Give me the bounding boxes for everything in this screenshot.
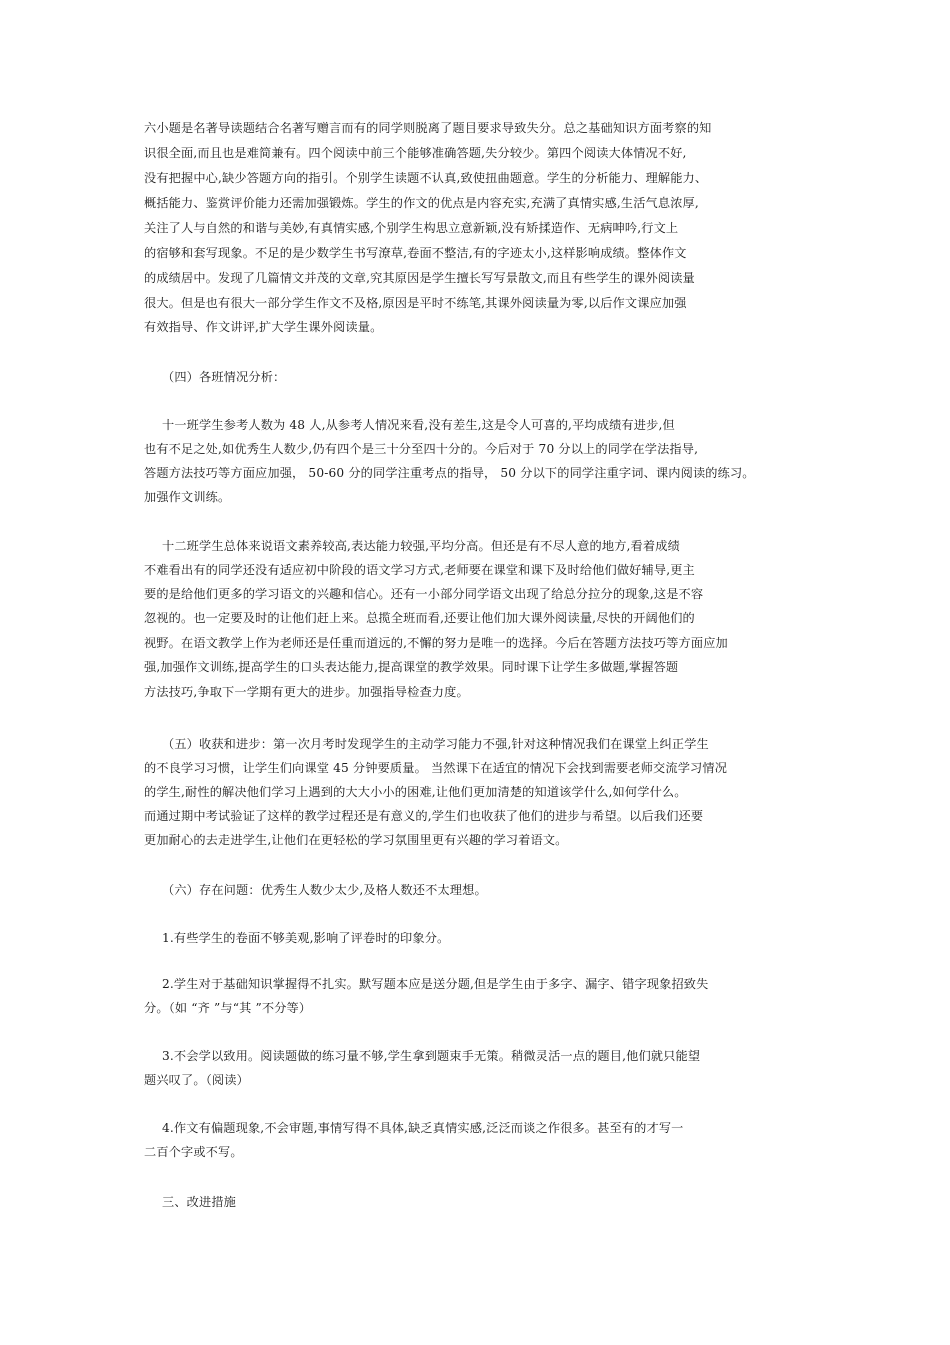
list-item: 2.学生对于基础知识掌握得不扎实。默写题本应是送分题,但是学生由于多字、漏字、错字现象招致失 [162, 977, 709, 991]
list-item-continued: 题兴叹了。（阅读） [144, 1073, 249, 1087]
list-item-continued: 二百个字或不写。 [144, 1145, 243, 1159]
text-line: 答题方法技巧等方面应加强， 50-60 分的同学注重考点的指导， 50 分以下的同学注重字词、课内阅读的练习。 [144, 466, 755, 480]
text-line: 的不良学习习惯，让学生们向课堂 45 分钟要质量。 当然课下在适宜的情况下会找到需要老师交流学习情况 [144, 761, 728, 775]
text-line: 要的是给他们更多的学习语文的兴趣和信心。还有一小部分同学语文出现了给总分拉分的现象,这是不容 [144, 587, 704, 601]
section-heading: （五）收获和进步：第一次月考时发现学生的主动学习能力不强,针对这种情况我们在课堂上纠正学生 [162, 737, 709, 751]
text-line: 六小题是名著导读题结合名著写赠言而有的同学则脱离了题目要求导致失分。总之基础知识方面考察的知 [144, 121, 712, 135]
text-line: 的成绩居中。发现了几篇情文并茂的文章,究其原因是学生擅长写写景散文,而且有些学生的课外阅读量 [144, 271, 695, 285]
text-line: 概括能力、鉴赏评价能力还需加强锻炼。学生的作文的优点是内容充实,充满了真情实感,生活气息浓厚, [144, 196, 699, 210]
list-item: 1.有些学生的卷面不够美观,影响了评卷时的印象分。 [162, 931, 450, 945]
text-line: 而通过期中考试验证了这样的教学过程还是有意义的,学生们也收获了他们的进步与希望。以后我们还要 [144, 809, 704, 823]
text-line: 忽视的。也一定要及时的让他们赶上来。总揽全班而看,还要让他们加大课外阅读量,尽快的开阔他们的 [144, 611, 695, 625]
text-line: 有效指导、作文讲评,扩大学生课外阅读量。 [144, 320, 383, 334]
text-line: 关注了人与自然的和谐与美妙,有真情实感,个别学生构思立意新颖,没有矫揉造作、无病呻吟,行文上 [144, 221, 679, 235]
text-line: 也有不足之处,如优秀生人数少,仍有四个是三十分至四十分的。今后对于 70 分以上的同学在学法指导, [144, 442, 699, 456]
text-line: 十一班学生参考人数为 48 人,从参考人情况来看,没有差生,这是令人可喜的,平均成绩有进步,但 [162, 418, 675, 432]
list-item: 4.作文有偏题现象,不会审题,事情写得不具体,缺乏真情实感,泛泛而谈之作很多。甚至有的才写一 [162, 1121, 684, 1135]
text-line: 很大。但是也有很大一部分学生作文不及格,原因是平时不练笔,其课外阅读量为零,以后作文课应加强 [144, 296, 687, 310]
list-item: 3.不会学以致用。阅读题做的练习量不够,学生拿到题束手无策。稍微灵活一点的题目,他们就只能望 [162, 1049, 701, 1063]
text-line: 加强作文训练。 [144, 490, 231, 504]
text-line: 没有把握中心,缺少答题方向的指引。个别学生读题不认真,致使扭曲题意。学生的分析能力、理解能力、 [144, 171, 708, 185]
text-line: 的学生,耐性的解决他们学习上遇到的大大小小的困难,让他们更加清楚的知道该学什么,如何学什么。 [144, 785, 687, 799]
text-line: 十二班学生总体来说语文素养较高,表达能力较强,平均分高。但还是有不尽人意的地方,看着成绩 [162, 539, 680, 553]
text-line: 不难看出有的同学还没有适应初中阶段的语文学习方式,老师要在课堂和课下及时给他们做好辅导,更主 [144, 563, 695, 577]
list-item-continued: 分。（如 “齐 ”与“其 ”不分等） [144, 1001, 312, 1015]
section-heading: 三、改进措施 [162, 1195, 237, 1209]
section-heading: （四）各班情况分析： [162, 370, 286, 384]
text-line: 更加耐心的去走进学生,让他们在更轻松的学习氛围里更有兴趣的学习着语文。 [144, 833, 568, 847]
text-line: 方法技巧,争取下一学期有更大的进步。加强指导检查力度。 [144, 685, 469, 699]
text-line: 的宿够和套写现象。不足的是少数学生书写潦草,卷面不整洁,有的字迹太小,这样影响成绩。整体作文 [144, 246, 687, 260]
text-line: 识很全面,而且也是难简兼有。四个阅读中前三个能够准确答题,失分较少。第四个阅读大体情况不好, [144, 146, 687, 160]
section-heading: （六）存在问题：优秀生人数少太少,及格人数还不太理想。 [162, 883, 487, 897]
text-line: 强,加强作文训练,提高学生的口头表达能力,提高课堂的教学效果。同时课下让学生多做题,掌握答题 [144, 660, 679, 674]
text-line: 视野。在语文教学上作为老师还是任重而道远的,不懈的努力是唯一的选择。今后在答题方法技巧等方面应加 [144, 636, 728, 650]
